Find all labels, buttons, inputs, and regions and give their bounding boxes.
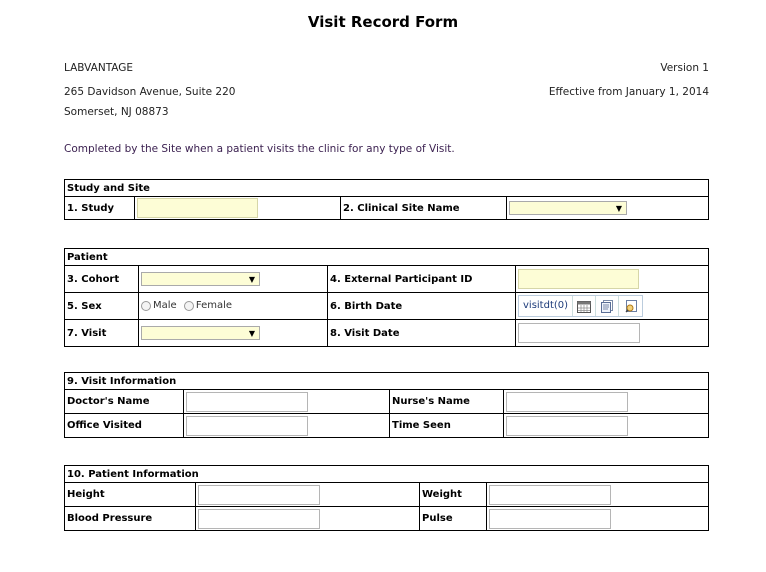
site-name-select[interactable] (509, 201, 627, 215)
time-seen-label: Time Seen (390, 414, 504, 438)
cohort-select[interactable] (141, 272, 260, 286)
visit-select[interactable] (141, 326, 260, 340)
cohort-label: 3. Cohort (65, 266, 139, 293)
patient-header: Patient (65, 249, 709, 266)
dropdown-arrow-icon: ▼ (248, 275, 255, 284)
visit-info-table (64, 372, 709, 438)
blood-pressure-input[interactable] (198, 509, 320, 529)
study-site-header: Study and Site (65, 180, 709, 197)
org-name: LABVANTAGE (64, 62, 134, 74)
height-input[interactable] (198, 485, 320, 505)
blood-pressure-label: Blood Pressure (65, 507, 196, 531)
copy-date-icon[interactable] (596, 296, 619, 316)
doctor-name-label: Doctor's Name (65, 390, 184, 414)
nurse-name-input[interactable] (506, 392, 628, 412)
visit-label: 7. Visit (65, 320, 139, 347)
calendar-icon[interactable] (573, 296, 596, 316)
nurse-name-label: Nurse's Name (390, 390, 504, 414)
sex-male-label: Male (153, 300, 177, 312)
dropdown-arrow-icon: ▼ (615, 204, 622, 213)
sex-cell (139, 293, 328, 320)
weight-cell (487, 483, 709, 507)
external-id-label: 4. External Participant ID (328, 266, 516, 293)
sex-female-radio[interactable] (184, 301, 194, 311)
sex-female-label: Female (195, 300, 233, 312)
sex-label: 5. Sex (65, 293, 139, 320)
study-label: 1. Study (65, 197, 135, 220)
cohort-cell (139, 266, 328, 293)
office-visited-label: Office Visited (65, 414, 184, 438)
patient-table (64, 248, 709, 347)
sex-male-radio[interactable] (141, 301, 151, 311)
birth-date-widget[interactable] (518, 295, 643, 317)
office-visited-input[interactable] (186, 416, 308, 436)
external-id-cell (516, 266, 709, 293)
birth-date-field[interactable]: visitdt(0) (519, 296, 573, 316)
form-version: Version 1 (660, 62, 709, 74)
site-name-cell (507, 197, 709, 220)
blood-pressure-cell (196, 507, 420, 531)
time-seen-cell (504, 414, 709, 438)
pulse-input[interactable] (489, 509, 611, 529)
form-instructions: Completed by the Site when a patient visits the clinic for any type of Visit. (64, 143, 455, 155)
study-cell (135, 197, 341, 220)
dropdown-arrow-icon: ▼ (248, 329, 255, 338)
external-id-input[interactable] (518, 269, 639, 289)
time-seen-input[interactable] (506, 416, 628, 436)
site-name-label: 2. Clinical Site Name (341, 197, 507, 220)
study-input[interactable] (137, 198, 258, 218)
visit-date-input[interactable] (518, 323, 640, 343)
visit-date-label: 8. Visit Date (328, 320, 516, 347)
height-label: Height (65, 483, 196, 507)
visit-date-cell (516, 320, 709, 347)
form-title: Visit Record Form (307, 13, 459, 31)
patient-info-table (64, 465, 709, 531)
weight-label: Weight (420, 483, 487, 507)
birth-date-cell (516, 293, 709, 320)
nurse-name-cell (504, 390, 709, 414)
visit-info-header: 9. Visit Information (65, 373, 709, 390)
office-visited-cell (184, 414, 390, 438)
patient-info-header: 10. Patient Information (65, 466, 709, 483)
address-line1: 265 Davidson Avenue, Suite 220 (64, 86, 236, 98)
pulse-cell (487, 507, 709, 531)
doctor-name-input[interactable] (186, 392, 308, 412)
weight-input[interactable] (489, 485, 611, 505)
visit-cell (139, 320, 328, 347)
lookup-icon[interactable] (619, 296, 642, 316)
study-site-table (64, 179, 709, 220)
birth-date-label: 6. Birth Date (328, 293, 516, 320)
height-cell (196, 483, 420, 507)
pulse-label: Pulse (420, 507, 487, 531)
address-line2: Somerset, NJ 08873 (64, 106, 169, 118)
effective-date: Effective from January 1, 2014 (548, 86, 709, 98)
doctor-name-cell (184, 390, 390, 414)
